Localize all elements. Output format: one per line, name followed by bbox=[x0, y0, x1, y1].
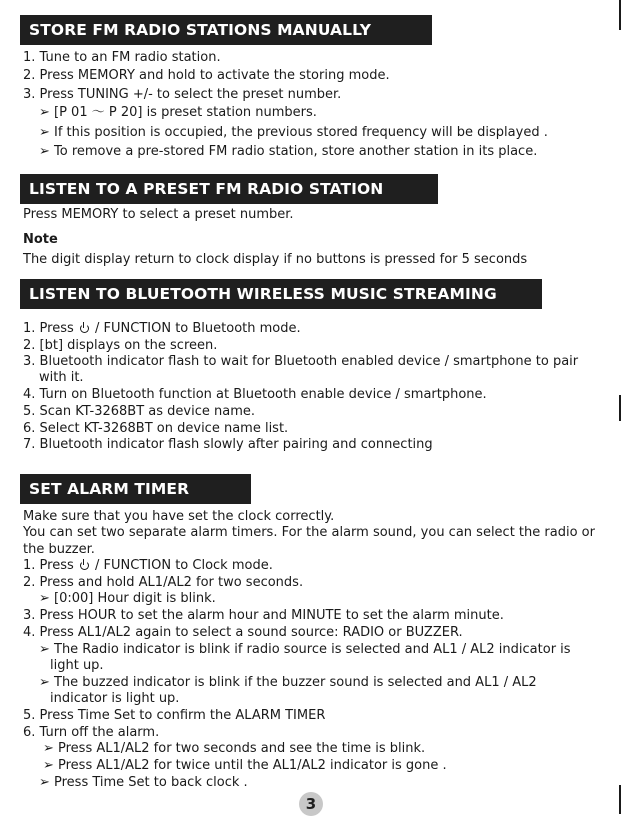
page-number: 3 bbox=[299, 792, 323, 816]
arrow-bullet-icon: ➢ bbox=[39, 642, 50, 657]
alarm-step-1 bbox=[23, 557, 608, 574]
bt-step-3-cont: with it. bbox=[39, 370, 84, 385]
alarm-step-4-bullet-2 bbox=[23, 674, 621, 691]
alarm-step-6-bullet-1-text: Press AL1/AL2 for two seconds and see the time is blink. bbox=[58, 741, 426, 756]
bt-step-5: 5. Scan KT-3268BT as device name. bbox=[23, 404, 256, 419]
store-bullet-3 bbox=[23, 143, 621, 160]
alarm-step-6-bullet-3 bbox=[23, 774, 621, 791]
arrow-bullet-icon: ➢ bbox=[39, 775, 50, 790]
section-header-bluetooth: LISTEN TO BLUETOOTH WIRELESS MUSIC STREAMING bbox=[20, 279, 542, 309]
alarm-intro-2: You can set two separate alarm timers. For the alarm sound, you can select the radio or the buzzer. bbox=[23, 525, 595, 557]
arrow-bullet-icon: ➢ bbox=[39, 675, 50, 690]
store-step-1: 1. Tune to an FM radio station. bbox=[23, 50, 221, 65]
alarm-step-2-bullet-text: [0:00] Hour digit is blink. bbox=[54, 591, 216, 606]
alarm-step-2: 2. Press and hold AL1/AL2 for two seconds. bbox=[23, 575, 304, 590]
alarm-step-5: 5. Press Time Set to confirm the ALARM TIMER bbox=[23, 708, 326, 723]
preset-instruction: Press MEMORY to select a preset number. bbox=[23, 207, 294, 222]
alarm-step-6-bullet-3-text: Press Time Set to back clock . bbox=[54, 775, 248, 790]
store-bullet-3-text: To remove a pre-stored FM radio station, store another station in its place. bbox=[54, 144, 538, 159]
alarm-step-4-bullet-1-cont: light up. bbox=[50, 658, 104, 673]
alarm-step-4-bullet-2-cont: indicator is light up. bbox=[50, 691, 180, 706]
arrow-bullet-icon: ➢ bbox=[43, 741, 54, 756]
bt-step-1 bbox=[23, 320, 608, 337]
alarm-step-4-bullet-1-text: The Radio indicator is blink if radio source is selected and AL1 / AL2 indicator is bbox=[54, 642, 571, 657]
power-icon bbox=[80, 324, 89, 333]
arrow-bullet-icon: ➢ bbox=[43, 758, 54, 773]
arrow-bullet-icon: ➢ bbox=[39, 105, 50, 120]
bt-step-7: 7. Bluetooth indicator flash slowly after pairing and connecting bbox=[23, 437, 433, 452]
section-header-preset-fm: LISTEN TO A PRESET FM RADIO STATION bbox=[20, 174, 438, 204]
note-text: The digit display return to clock display if no buttons is pressed for 5 seconds bbox=[23, 252, 528, 267]
bt-step-1-prefix: 1. Press bbox=[23, 321, 74, 336]
bt-step-1-suffix: / FUNCTION to Bluetooth mode. bbox=[95, 321, 301, 336]
bt-step-4: 4. Turn on Bluetooth function at Bluetooth enable device / smartphone. bbox=[23, 387, 487, 402]
power-icon bbox=[80, 561, 89, 570]
arrow-bullet-icon: ➢ bbox=[39, 144, 50, 159]
store-bullet-1 bbox=[23, 104, 621, 121]
section-header-alarm: SET ALARM TIMER bbox=[20, 474, 251, 504]
store-step-3: 3. Press TUNING +/- to select the preset number. bbox=[23, 87, 342, 102]
bt-step-6: 6. Select KT-3268BT on device name list. bbox=[23, 421, 289, 436]
bt-step-3: 3. Bluetooth indicator flash to wait for Bluetooth enabled device / smartphone to pair bbox=[23, 354, 579, 369]
section-header-store-fm: STORE FM RADIO STATIONS MANUALLY bbox=[20, 15, 432, 45]
alarm-step-4: 4. Press AL1/AL2 again to select a sound source: RADIO or BUZZER. bbox=[23, 625, 463, 640]
alarm-step-1-prefix: 1. Press bbox=[23, 558, 74, 573]
alarm-step-4-bullet-1 bbox=[23, 641, 621, 658]
alarm-step-2-bullet bbox=[23, 590, 621, 607]
note-label: Note bbox=[23, 232, 58, 247]
arrow-bullet-icon: ➢ bbox=[39, 591, 50, 606]
alarm-step-6: 6. Turn off the alarm. bbox=[23, 725, 160, 740]
store-bullet-2-text: If this position is occupied, the previous stored frequency will be displayed . bbox=[54, 125, 548, 140]
store-bullet-1-text: [P 01 ～ P 20] is preset station numbers. bbox=[54, 105, 317, 120]
alarm-intro-1: Make sure that you have set the clock correctly. bbox=[23, 509, 335, 524]
store-bullet-2 bbox=[23, 124, 621, 141]
store-step-2: 2. Press MEMORY and hold to activate the storing mode. bbox=[23, 68, 390, 83]
alarm-step-6-bullet-1 bbox=[23, 740, 621, 757]
alarm-step-1-suffix: / FUNCTION to Clock mode. bbox=[95, 558, 273, 573]
arrow-bullet-icon: ➢ bbox=[39, 125, 50, 140]
alarm-step-6-bullet-2-text: Press AL1/AL2 for twice until the AL1/AL2 indicator is gone . bbox=[58, 758, 447, 773]
alarm-step-3: 3. Press HOUR to set the alarm hour and MINUTE to set the alarm minute. bbox=[23, 608, 504, 623]
bt-step-2: 2. [bt] displays on the screen. bbox=[23, 338, 218, 353]
alarm-step-6-bullet-2 bbox=[23, 757, 621, 774]
alarm-step-4-bullet-2-text: The buzzed indicator is blink if the buzzer sound is selected and AL1 / AL2 bbox=[54, 675, 537, 690]
